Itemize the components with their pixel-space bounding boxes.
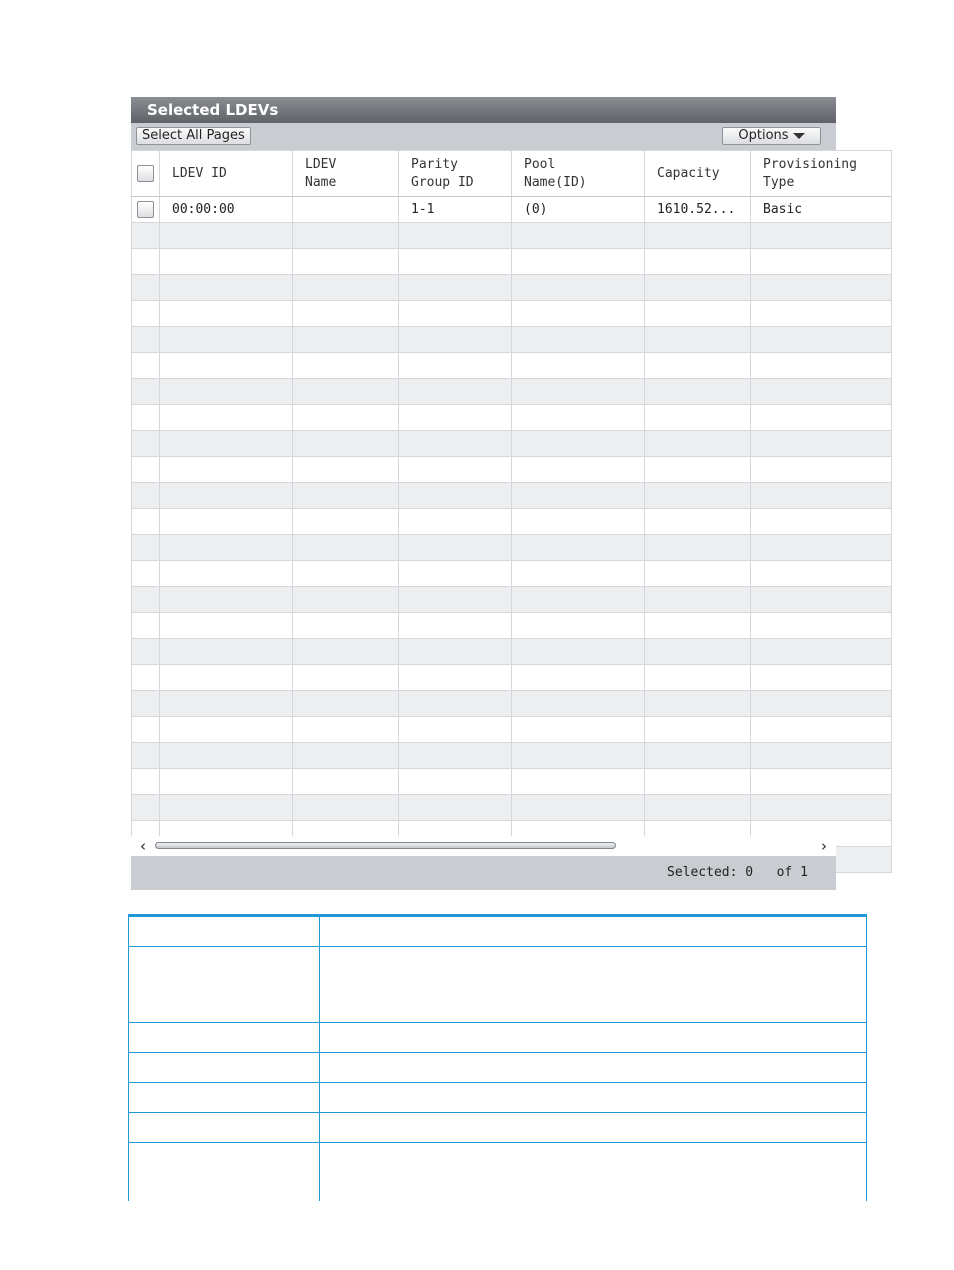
- table-cell: [160, 405, 293, 431]
- table-cell: [293, 509, 399, 535]
- column-header-parity-group-id[interactable]: Parity Group ID: [399, 151, 512, 197]
- column-header-capacity[interactable]: Capacity: [645, 151, 751, 197]
- table-cell: [751, 483, 892, 509]
- table-cell: [512, 223, 645, 249]
- table-cell: [512, 639, 645, 665]
- table-cell: [160, 327, 293, 353]
- column-header-provisioning-type[interactable]: Provisioning Type: [751, 151, 892, 197]
- table-cell: [160, 691, 293, 717]
- select-all-checkbox[interactable]: [137, 165, 154, 182]
- table-cell: [751, 769, 892, 795]
- row-checkbox-cell: [132, 327, 160, 353]
- table-row: [132, 405, 892, 431]
- column-header-pool-name-id[interactable]: Pool Name(ID): [512, 151, 645, 197]
- panel-footer: [131, 856, 836, 890]
- table-cell: [645, 639, 751, 665]
- table-cell: [160, 743, 293, 769]
- table-cell: [160, 301, 293, 327]
- table-cell: [512, 743, 645, 769]
- table-cell: [399, 743, 512, 769]
- table-cell: [512, 587, 645, 613]
- table-cell: [399, 509, 512, 535]
- table-cell: [751, 613, 892, 639]
- description-table-row: [128, 1053, 867, 1083]
- table-cell: [399, 405, 512, 431]
- table-cell: [751, 561, 892, 587]
- row-checkbox-cell: [132, 275, 160, 301]
- table-cell: [512, 379, 645, 405]
- table-cell: [512, 509, 645, 535]
- total-count: 1: [800, 865, 808, 880]
- table-header-row: [132, 151, 892, 197]
- table-row[interactable]: [132, 197, 892, 223]
- table-cell: [512, 691, 645, 717]
- panel-toolbar: [131, 123, 836, 150]
- scrollbar-thumb[interactable]: [155, 842, 616, 849]
- row-checkbox-cell: [132, 743, 160, 769]
- row-checkbox-cell: [132, 561, 160, 587]
- table-cell: [512, 405, 645, 431]
- table-cell: [645, 275, 751, 301]
- table-cell: [293, 587, 399, 613]
- table-cell: [293, 769, 399, 795]
- table-cell: [512, 665, 645, 691]
- options-button-label: Options: [738, 128, 789, 143]
- table-cell: [293, 431, 399, 457]
- table-cell: [293, 639, 399, 665]
- table-cell: [645, 301, 751, 327]
- table-cell: [645, 587, 751, 613]
- table-cell: [645, 379, 751, 405]
- table-cell: [399, 561, 512, 587]
- cell-ldev-name: [293, 197, 399, 223]
- table-row: [132, 665, 892, 691]
- table-row: [132, 275, 892, 301]
- cell-ldev-id: 00:00:00: [160, 197, 293, 223]
- row-checkbox-cell: [132, 613, 160, 639]
- table-cell: [645, 613, 751, 639]
- ldev-table: [131, 150, 892, 873]
- ldev-table-viewport: [131, 150, 857, 836]
- table-cell: [751, 665, 892, 691]
- table-cell: [751, 535, 892, 561]
- table-cell: [293, 665, 399, 691]
- table-cell: [399, 431, 512, 457]
- row-checkbox-cell: [132, 379, 160, 405]
- row-checkbox-cell: [132, 665, 160, 691]
- table-cell: [293, 535, 399, 561]
- table-row: [132, 639, 892, 665]
- table-cell: [293, 457, 399, 483]
- table-cell: [160, 431, 293, 457]
- table-cell: [645, 457, 751, 483]
- table-cell: [512, 483, 645, 509]
- table-row: [132, 743, 892, 769]
- table-cell: [160, 717, 293, 743]
- table-cell: [512, 561, 645, 587]
- table-cell: [293, 379, 399, 405]
- table-cell: [645, 691, 751, 717]
- cell-provisioning-type: Basic: [751, 197, 892, 223]
- table-row: [132, 457, 892, 483]
- table-cell: [293, 249, 399, 275]
- column-header-ldev-name[interactable]: LDEV Name: [293, 151, 399, 197]
- table-cell: [160, 613, 293, 639]
- table-cell: [512, 275, 645, 301]
- table-cell: [160, 483, 293, 509]
- selected-ldevs-panel: [131, 97, 857, 890]
- description-table: [128, 914, 867, 1198]
- table-cell: [293, 795, 399, 821]
- table-cell: [751, 431, 892, 457]
- table-cell: [399, 769, 512, 795]
- table-cell: [751, 301, 892, 327]
- table-cell: [160, 769, 293, 795]
- table-cell: [399, 301, 512, 327]
- table-cell: [293, 561, 399, 587]
- cell-capacity: 1610.52...: [645, 197, 751, 223]
- description-table-row: [128, 1143, 867, 1201]
- row-checkbox[interactable]: [137, 201, 154, 218]
- table-cell: [160, 457, 293, 483]
- table-cell: [160, 795, 293, 821]
- table-cell: [512, 795, 645, 821]
- table-cell: [160, 379, 293, 405]
- scroll-right-icon[interactable]: ›: [821, 837, 827, 855]
- description-table-row: [128, 1113, 867, 1143]
- table-row: [132, 561, 892, 587]
- table-cell: [645, 353, 751, 379]
- table-row: [132, 535, 892, 561]
- table-cell: [645, 743, 751, 769]
- table-cell: [160, 665, 293, 691]
- table-cell: [512, 431, 645, 457]
- row-checkbox-cell: [132, 769, 160, 795]
- table-cell: [645, 405, 751, 431]
- row-checkbox-cell: [132, 223, 160, 249]
- table-cell: [399, 379, 512, 405]
- table-cell: [512, 327, 645, 353]
- table-cell: [293, 327, 399, 353]
- table-row: [132, 717, 892, 743]
- row-checkbox-cell: [132, 405, 160, 431]
- table-cell: [512, 769, 645, 795]
- table-row: [132, 301, 892, 327]
- header-select-all-cell: [132, 151, 160, 197]
- row-checkbox-cell: [132, 691, 160, 717]
- table-cell: [160, 535, 293, 561]
- table-cell: [160, 275, 293, 301]
- table-cell: [751, 457, 892, 483]
- table-cell: [399, 223, 512, 249]
- row-checkbox-cell: [132, 717, 160, 743]
- row-checkbox-cell: [132, 587, 160, 613]
- description-table-header-row: [128, 917, 867, 947]
- description-table-row: [128, 1083, 867, 1113]
- table-cell: [751, 743, 892, 769]
- table-cell: [645, 431, 751, 457]
- row-checkbox-cell: [132, 457, 160, 483]
- table-cell: [645, 223, 751, 249]
- table-row: [132, 379, 892, 405]
- table-cell: [399, 353, 512, 379]
- options-button[interactable]: [722, 127, 821, 145]
- table-cell: [399, 717, 512, 743]
- horizontal-scrollbar[interactable]: [131, 836, 836, 856]
- table-cell: [751, 379, 892, 405]
- table-row: [132, 483, 892, 509]
- scroll-left-icon[interactable]: ‹: [140, 837, 146, 855]
- table-cell: [751, 639, 892, 665]
- table-cell: [751, 275, 892, 301]
- table-cell: [293, 301, 399, 327]
- table-cell: [293, 743, 399, 769]
- table-cell: [645, 327, 751, 353]
- table-cell: [399, 483, 512, 509]
- table-cell: [512, 717, 645, 743]
- table-cell: [160, 509, 293, 535]
- table-cell: [293, 275, 399, 301]
- table-cell: [293, 717, 399, 743]
- table-row: [132, 249, 892, 275]
- table-row: [132, 769, 892, 795]
- table-cell: [751, 795, 892, 821]
- table-row: [132, 587, 892, 613]
- table-row: [132, 691, 892, 717]
- table-cell: [399, 327, 512, 353]
- table-row: [132, 509, 892, 535]
- table-cell: [645, 795, 751, 821]
- table-cell: [293, 613, 399, 639]
- table-cell: [399, 613, 512, 639]
- table-cell: [645, 509, 751, 535]
- description-table-row: [128, 1023, 867, 1053]
- row-checkbox-cell: [132, 535, 160, 561]
- table-cell: [160, 249, 293, 275]
- selected-count: 0: [745, 865, 754, 880]
- row-checkbox-cell: [132, 197, 160, 223]
- table-cell: [751, 587, 892, 613]
- selected-label: Selected:: [667, 865, 738, 880]
- table-cell: [293, 353, 399, 379]
- table-cell: [751, 249, 892, 275]
- table-cell: [751, 327, 892, 353]
- table-cell: [512, 457, 645, 483]
- table-cell: [751, 353, 892, 379]
- of-label: of: [776, 865, 793, 880]
- table-cell: [399, 795, 512, 821]
- table-cell: [512, 301, 645, 327]
- row-checkbox-cell: [132, 639, 160, 665]
- table-row: [132, 795, 892, 821]
- table-cell: [751, 691, 892, 717]
- table-cell: [645, 717, 751, 743]
- row-checkbox-cell: [132, 249, 160, 275]
- table-cell: [645, 249, 751, 275]
- table-row: [132, 431, 892, 457]
- table-cell: [399, 457, 512, 483]
- panel-title: Selected LDEVs: [131, 97, 836, 123]
- table-cell: [399, 587, 512, 613]
- table-row: [132, 223, 892, 249]
- table-cell: [645, 665, 751, 691]
- table-cell: [751, 405, 892, 431]
- table-cell: [160, 223, 293, 249]
- select-all-pages-button[interactable]: Select All Pages: [136, 127, 251, 145]
- table-row: [132, 353, 892, 379]
- cell-parity-group-id: 1-1: [399, 197, 512, 223]
- table-cell: [160, 639, 293, 665]
- table-row: [132, 613, 892, 639]
- column-header-ldev-id[interactable]: LDEV ID: [160, 151, 293, 197]
- table-cell: [293, 405, 399, 431]
- table-cell: [751, 223, 892, 249]
- table-row: [132, 327, 892, 353]
- table-cell: [512, 249, 645, 275]
- row-checkbox-cell: [132, 301, 160, 327]
- description-table-row: [128, 947, 867, 1023]
- table-cell: [645, 535, 751, 561]
- selection-status: [667, 865, 808, 880]
- table-cell: [160, 353, 293, 379]
- table-cell: [399, 275, 512, 301]
- row-checkbox-cell: [132, 431, 160, 457]
- row-checkbox-cell: [132, 509, 160, 535]
- table-cell: [293, 691, 399, 717]
- row-checkbox-cell: [132, 795, 160, 821]
- table-cell: [399, 691, 512, 717]
- table-cell: [645, 769, 751, 795]
- cell-pool-name-id: (0): [512, 197, 645, 223]
- table-cell: [399, 249, 512, 275]
- table-cell: [645, 561, 751, 587]
- row-checkbox-cell: [132, 483, 160, 509]
- table-cell: [751, 509, 892, 535]
- table-cell: [645, 483, 751, 509]
- table-cell: [293, 223, 399, 249]
- table-cell: [160, 587, 293, 613]
- table-cell: [512, 613, 645, 639]
- table-cell: [399, 639, 512, 665]
- table-cell: [751, 717, 892, 743]
- chevron-down-icon: [793, 133, 805, 139]
- table-cell: [512, 535, 645, 561]
- table-cell: [160, 561, 293, 587]
- table-cell: [512, 353, 645, 379]
- table-cell: [293, 483, 399, 509]
- table-cell: [399, 665, 512, 691]
- table-cell: [399, 535, 512, 561]
- row-checkbox-cell: [132, 353, 160, 379]
